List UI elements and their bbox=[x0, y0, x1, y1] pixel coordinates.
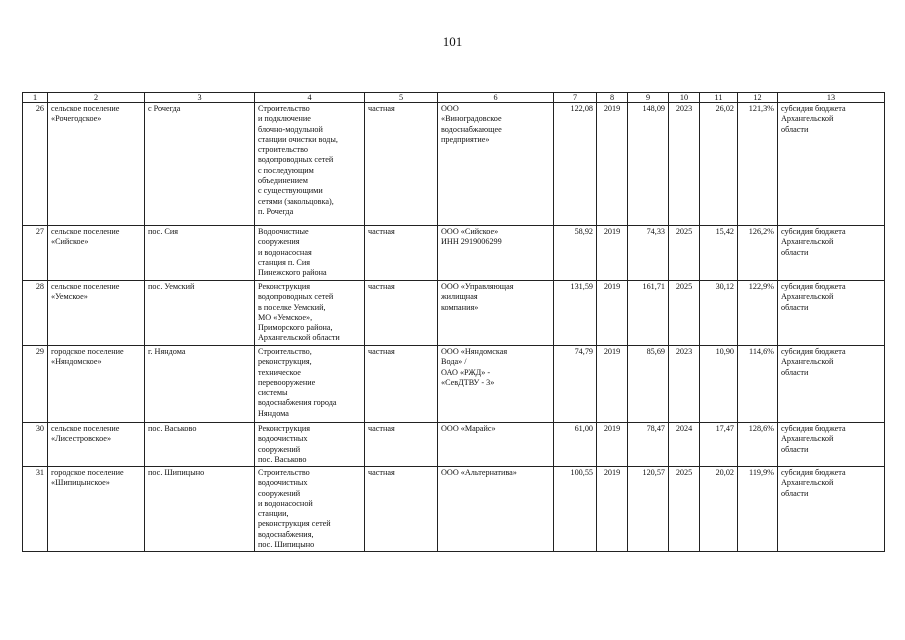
value-col-7: 122,08 bbox=[554, 103, 597, 226]
percent-col-12: 126,2% bbox=[738, 226, 778, 281]
locality-cell: пос. Васьково bbox=[145, 423, 255, 467]
ownership-cell: частная bbox=[365, 467, 438, 552]
year-col-10: 2025 bbox=[669, 226, 700, 281]
row-number: 26 bbox=[23, 103, 48, 226]
locality-cell: пос. Сия bbox=[145, 226, 255, 281]
value-col-9: 85,69 bbox=[628, 346, 669, 423]
column-number: 5 bbox=[365, 93, 438, 103]
value-col-11: 15,42 bbox=[700, 226, 738, 281]
year-col-8: 2019 bbox=[597, 467, 628, 552]
page-number: 101 bbox=[442, 34, 463, 49]
locality-cell: с Рочегда bbox=[145, 103, 255, 226]
ownership-cell: частная bbox=[365, 226, 438, 281]
project-description-cell: Реконструкция водоочистных сооружений пос. Васьково bbox=[255, 423, 365, 467]
column-number: 9 bbox=[628, 93, 669, 103]
project-description-cell: Строительство и подключение блочно-модульной станции очистки воды, строительство водопроводных сетей с последующим объединением с существующими сетями (закольцовка), п. Рочегда bbox=[255, 103, 365, 226]
value-col-9: 148,09 bbox=[628, 103, 669, 226]
value-col-7: 74,79 bbox=[554, 346, 597, 423]
value-col-7: 131,59 bbox=[554, 281, 597, 346]
value-col-9: 74,33 bbox=[628, 226, 669, 281]
value-col-7: 100,55 bbox=[554, 467, 597, 552]
percent-col-12: 128,6% bbox=[738, 423, 778, 467]
percent-col-12: 121,3% bbox=[738, 103, 778, 226]
column-number-row bbox=[23, 93, 885, 103]
value-col-11: 26,02 bbox=[700, 103, 738, 226]
value-col-7: 58,92 bbox=[554, 226, 597, 281]
project-description-cell: Строительство водоочистных сооружений и водонасосной станции, реконструкция сетей водоснабжения, пос. Шипицыно bbox=[255, 467, 365, 552]
operator-cell: ООО «Альтернатива» bbox=[438, 467, 554, 552]
ownership-cell: частная bbox=[365, 346, 438, 423]
column-number: 8 bbox=[597, 93, 628, 103]
row-number: 28 bbox=[23, 281, 48, 346]
operator-cell: ООО «Няндомская Вода» / ОАО «РЖД» - «СевДТВУ - 3» bbox=[438, 346, 554, 423]
column-number: 7 bbox=[554, 93, 597, 103]
row-number: 30 bbox=[23, 423, 48, 467]
locality-cell: пос. Шипицыно bbox=[145, 467, 255, 552]
value-col-7: 61,00 bbox=[554, 423, 597, 467]
column-number: 11 bbox=[700, 93, 738, 103]
operator-cell: ООО «Марайс» bbox=[438, 423, 554, 467]
data-table bbox=[22, 92, 885, 552]
funding-source-cell: субсидия бюджета Архангельской области bbox=[778, 423, 885, 467]
year-col-10: 2024 bbox=[669, 423, 700, 467]
year-col-8: 2019 bbox=[597, 103, 628, 226]
funding-source-cell: субсидия бюджета Архангельской области bbox=[778, 103, 885, 226]
value-col-9: 78,47 bbox=[628, 423, 669, 467]
value-col-11: 20,02 bbox=[700, 467, 738, 552]
column-number: 3 bbox=[145, 93, 255, 103]
settlement-cell: сельское поселение «Рочегодское» bbox=[48, 103, 145, 226]
ownership-cell: частная bbox=[365, 423, 438, 467]
operator-cell: ООО «Виноградовское водоснабжающее предприятие» bbox=[438, 103, 554, 226]
settlement-cell: городское поселение «Няндомское» bbox=[48, 346, 145, 423]
ownership-cell: частная bbox=[365, 103, 438, 226]
year-col-8: 2019 bbox=[597, 281, 628, 346]
settlement-cell: сельское поселение «Лисестровское» bbox=[48, 423, 145, 467]
value-col-9: 120,57 bbox=[628, 467, 669, 552]
value-col-11: 10,90 bbox=[700, 346, 738, 423]
funding-source-cell: субсидия бюджета Архангельской области bbox=[778, 281, 885, 346]
value-col-11: 30,12 bbox=[700, 281, 738, 346]
settlement-cell: сельское поселение «Сийское» bbox=[48, 226, 145, 281]
funding-source-cell: субсидия бюджета Архангельской области bbox=[778, 346, 885, 423]
table-row bbox=[23, 226, 885, 281]
column-number: 6 bbox=[438, 93, 554, 103]
percent-col-12: 119,9% bbox=[738, 467, 778, 552]
locality-cell: пос. Уемский bbox=[145, 281, 255, 346]
percent-col-12: 122,9% bbox=[738, 281, 778, 346]
column-number: 10 bbox=[669, 93, 700, 103]
year-col-10: 2023 bbox=[669, 103, 700, 226]
settlement-cell: сельское поселение «Уемское» bbox=[48, 281, 145, 346]
funding-source-cell: субсидия бюджета Архангельской области bbox=[778, 467, 885, 552]
year-col-10: 2025 bbox=[669, 467, 700, 552]
operator-cell: ООО «Управляющая жилищная компания» bbox=[438, 281, 554, 346]
year-col-8: 2019 bbox=[597, 423, 628, 467]
column-number: 12 bbox=[738, 93, 778, 103]
settlement-cell: городское поселение «Шипицынское» bbox=[48, 467, 145, 552]
operator-cell: ООО «Сийское» ИНН 2919006299 bbox=[438, 226, 554, 281]
locality-cell: г. Няндома bbox=[145, 346, 255, 423]
ownership-cell: частная bbox=[365, 281, 438, 346]
row-number: 29 bbox=[23, 346, 48, 423]
table-row bbox=[23, 467, 885, 552]
project-description-cell: Реконструкция водопроводных сетей в поселке Уемский, МО «Уемское», Приморского района, Архангельской области bbox=[255, 281, 365, 346]
funding-source-cell: субсидия бюджета Архангельской области bbox=[778, 226, 885, 281]
column-number: 1 bbox=[23, 93, 48, 103]
table-row bbox=[23, 281, 885, 346]
year-col-10: 2025 bbox=[669, 281, 700, 346]
table-body bbox=[23, 103, 885, 552]
year-col-8: 2019 bbox=[597, 346, 628, 423]
column-number: 13 bbox=[778, 93, 885, 103]
row-number: 27 bbox=[23, 226, 48, 281]
table-row bbox=[23, 346, 885, 423]
year-col-10: 2023 bbox=[669, 346, 700, 423]
value-col-9: 161,71 bbox=[628, 281, 669, 346]
table-row bbox=[23, 103, 885, 226]
project-description-cell: Водоочистные сооружения и водонасосная станция п. Сия Пинежского района bbox=[255, 226, 365, 281]
column-number: 2 bbox=[48, 93, 145, 103]
value-col-11: 17,47 bbox=[700, 423, 738, 467]
column-number: 4 bbox=[255, 93, 365, 103]
year-col-8: 2019 bbox=[597, 226, 628, 281]
percent-col-12: 114,6% bbox=[738, 346, 778, 423]
table-row bbox=[23, 423, 885, 467]
project-description-cell: Строительство, реконструкция, техническое перевооружение системы водоснабжения города Няндома bbox=[255, 346, 365, 423]
row-number: 31 bbox=[23, 467, 48, 552]
